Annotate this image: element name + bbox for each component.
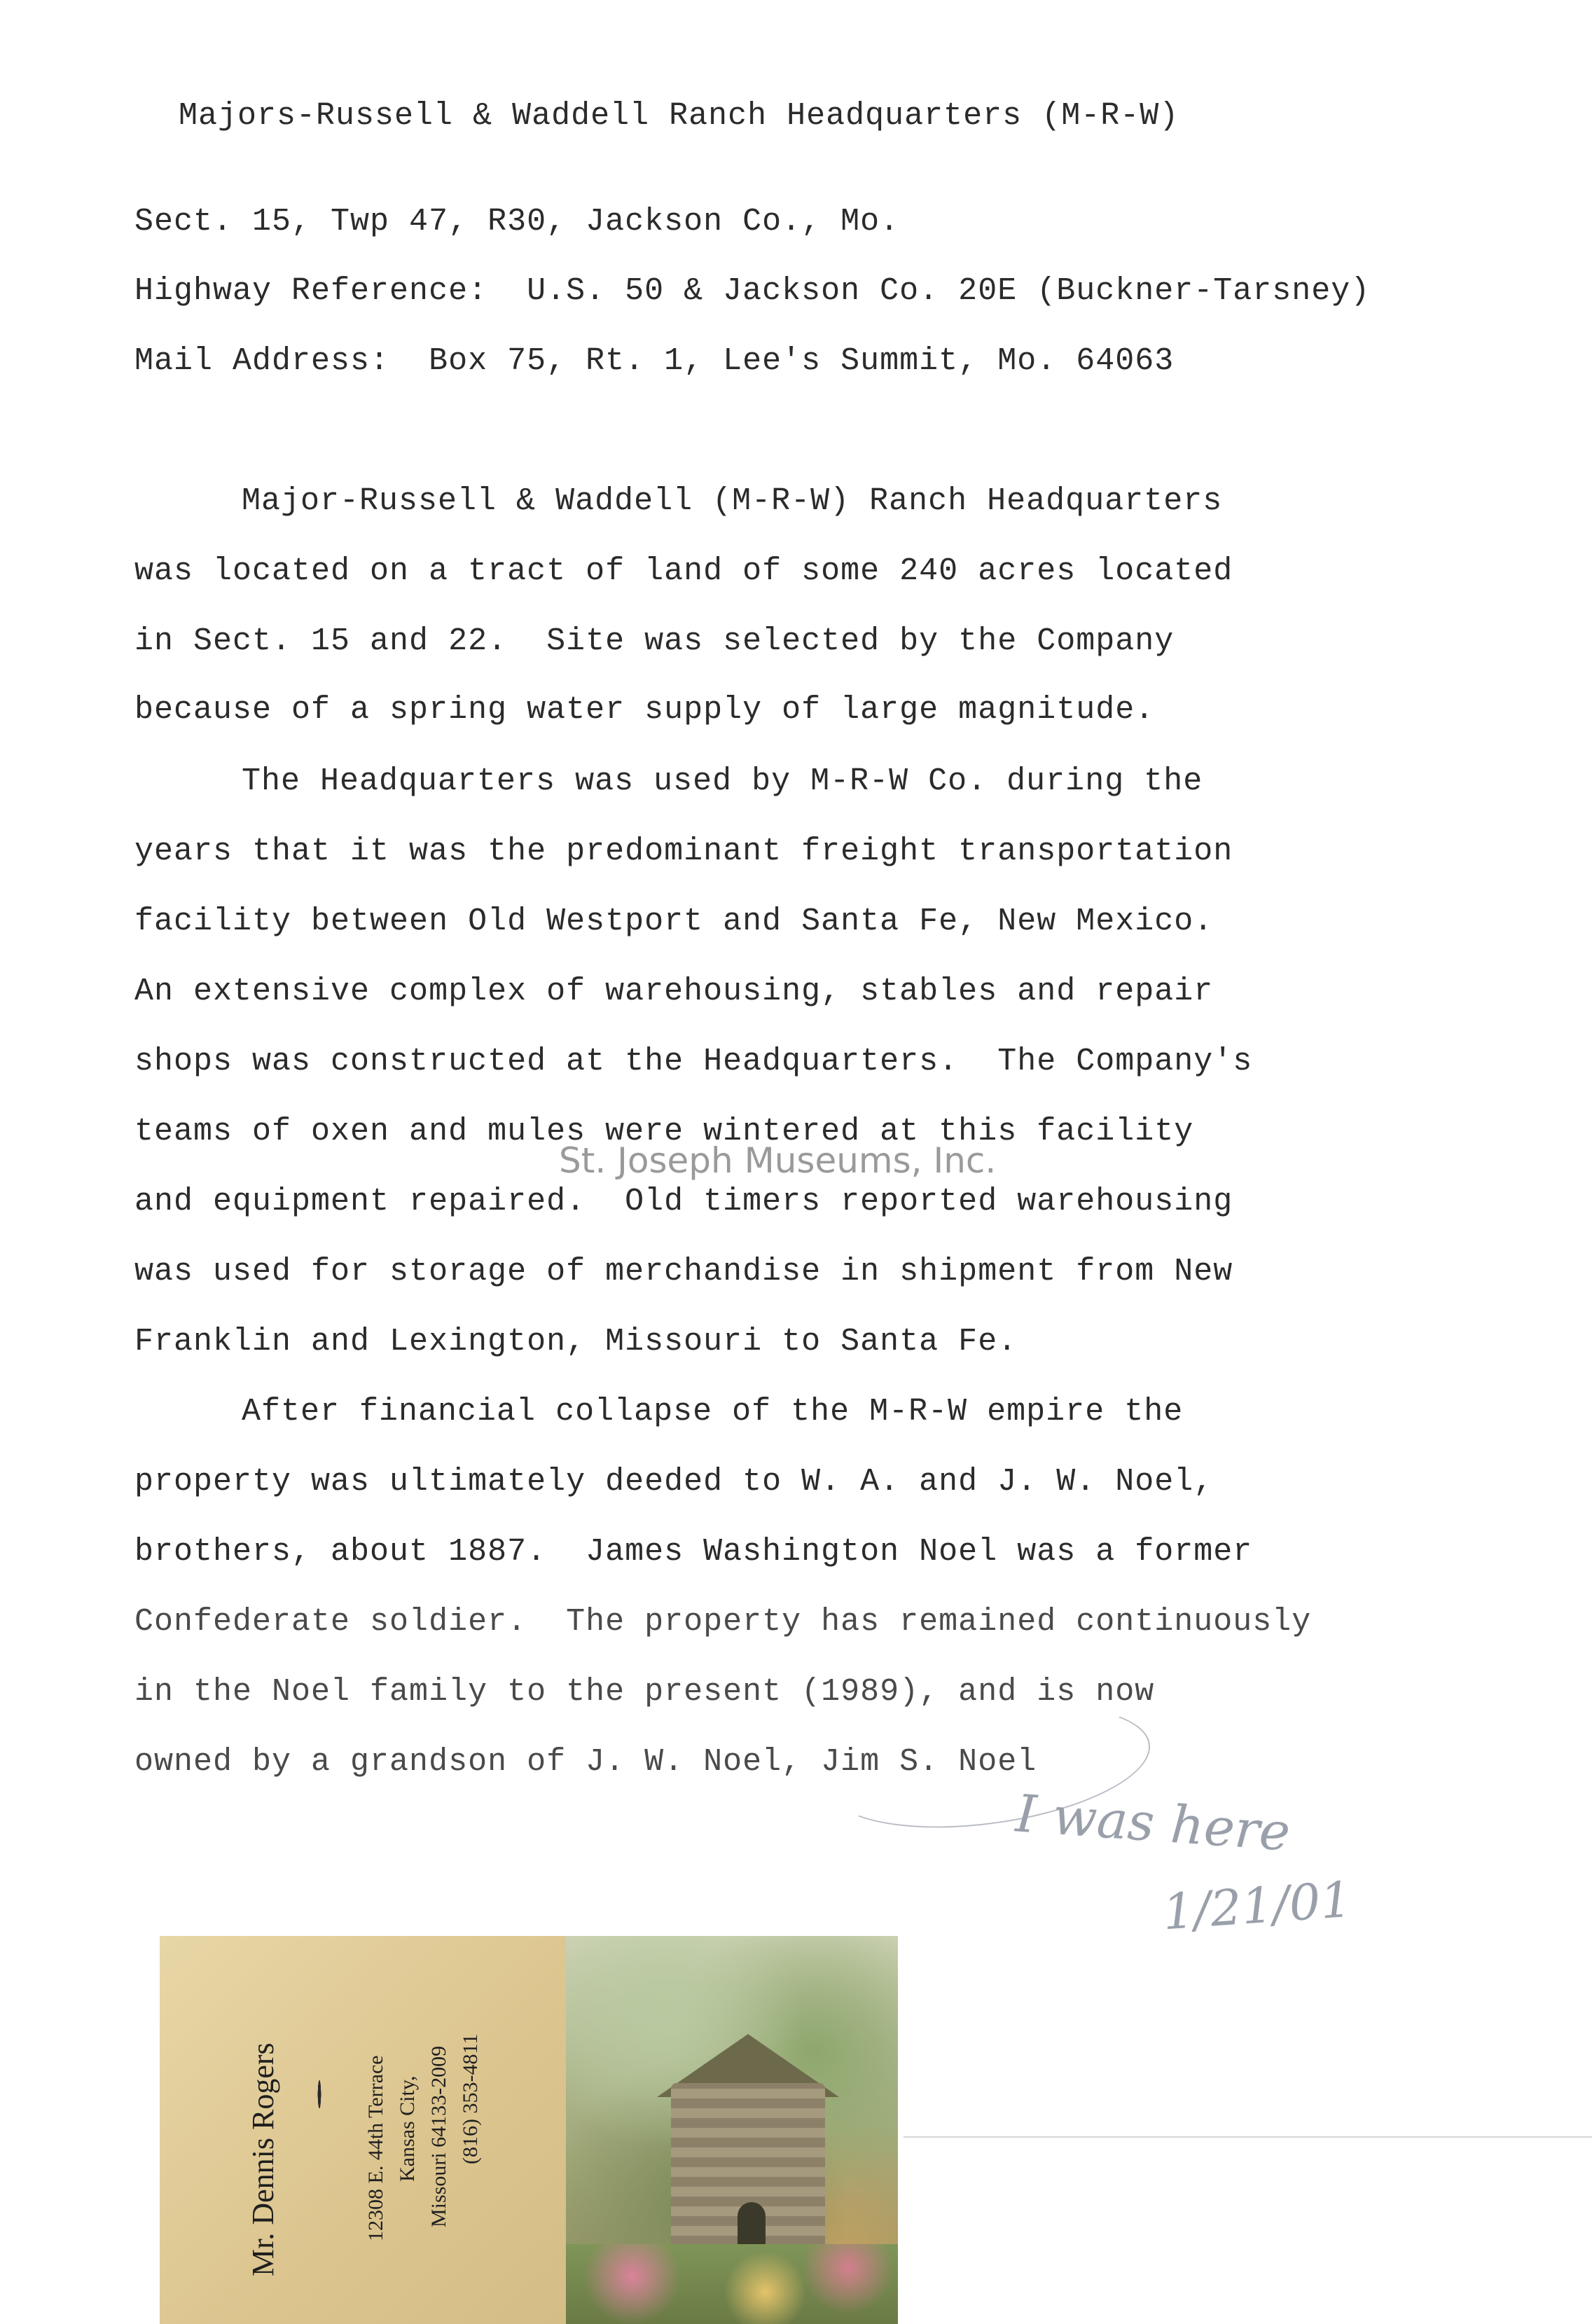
card-ornament <box>317 2070 322 2119</box>
body-line: Major-Russell & Waddell (M-R-W) Ranch Headquarters <box>242 483 1223 519</box>
body-line: An extensive complex of warehousing, stables and repair <box>134 974 1214 1009</box>
body-line: property was ultimately deeded to W. A. and J. W. Noel, <box>134 1464 1214 1500</box>
card-name: Mr. Dennis Rogers <box>246 2042 280 2276</box>
body-line: facility between Old Westport and Santa Fe, New Mexico. <box>134 904 1214 939</box>
card-address-line: Missouri 64133-2009 <box>427 2045 450 2227</box>
body-line: years that it was the predominant freight transportation <box>134 834 1233 869</box>
card-address-line: Kansas City, <box>396 2075 419 2182</box>
mail-address-line: Mail Address: Box 75, Rt. 1, Lee's Summit, Mo. 64063 <box>134 343 1175 379</box>
body-line: brothers, about 1887. James Washington Noel was a former <box>134 1534 1253 1570</box>
body-line: in the Noel family to the present (1989), and is now <box>134 1674 1155 1710</box>
card-address-line: 12308 E. 44th Terrace <box>364 2055 387 2241</box>
body-line: The Headquarters was used by M-R-W Co. during the <box>242 763 1203 799</box>
body-line: shops was constructed at the Headquarters. The Company's <box>134 1044 1253 1079</box>
body-line: and equipment repaired. Old timers reported warehousing <box>134 1184 1233 1219</box>
museum-watermark: St. Joseph Museums, Inc. <box>559 1140 997 1181</box>
document-title: Majors-Russell & Waddell Ranch Headquarters (M-R-W) <box>179 98 1179 134</box>
body-line: was used for storage of merchandise in shipment from New <box>134 1254 1233 1289</box>
body-line: was located on a tract of land of some 240 acres located <box>134 553 1233 589</box>
body-line: owned by a grandson of J. W. Noel, Jim S. Noel <box>134 1744 1037 1780</box>
scan-edge-line <box>904 2136 1592 2138</box>
card-phone: (816) 353-4811 <box>459 2033 482 2164</box>
body-line: teams of oxen and mules were wintered at this facility <box>134 1114 1194 1149</box>
body-line: After financial collapse of the M-R-W empire the <box>242 1394 1184 1430</box>
handwritten-note: I was here <box>1013 1783 1292 1863</box>
body-line: Franklin and Lexington, Missouri to Santa Fe. <box>134 1324 1018 1360</box>
body-line: because of a spring water supply of large magnitude. <box>134 692 1155 728</box>
handwritten-date: 1/21/01 <box>1161 1870 1354 1942</box>
cottage-painting-image <box>566 1936 898 2324</box>
flower-garden <box>566 2244 898 2324</box>
highway-reference-line: Highway Reference: U.S. 50 & Jackson Co. 20E (Buckner-Tarsney) <box>134 273 1371 309</box>
location-line: Sect. 15, Twp 47, R30, Jackson Co., Mo. <box>134 204 900 240</box>
body-line: Confederate soldier. The property has remained continuously <box>134 1604 1312 1640</box>
body-line: in Sect. 15 and 22. Site was selected by the Company <box>134 623 1175 659</box>
